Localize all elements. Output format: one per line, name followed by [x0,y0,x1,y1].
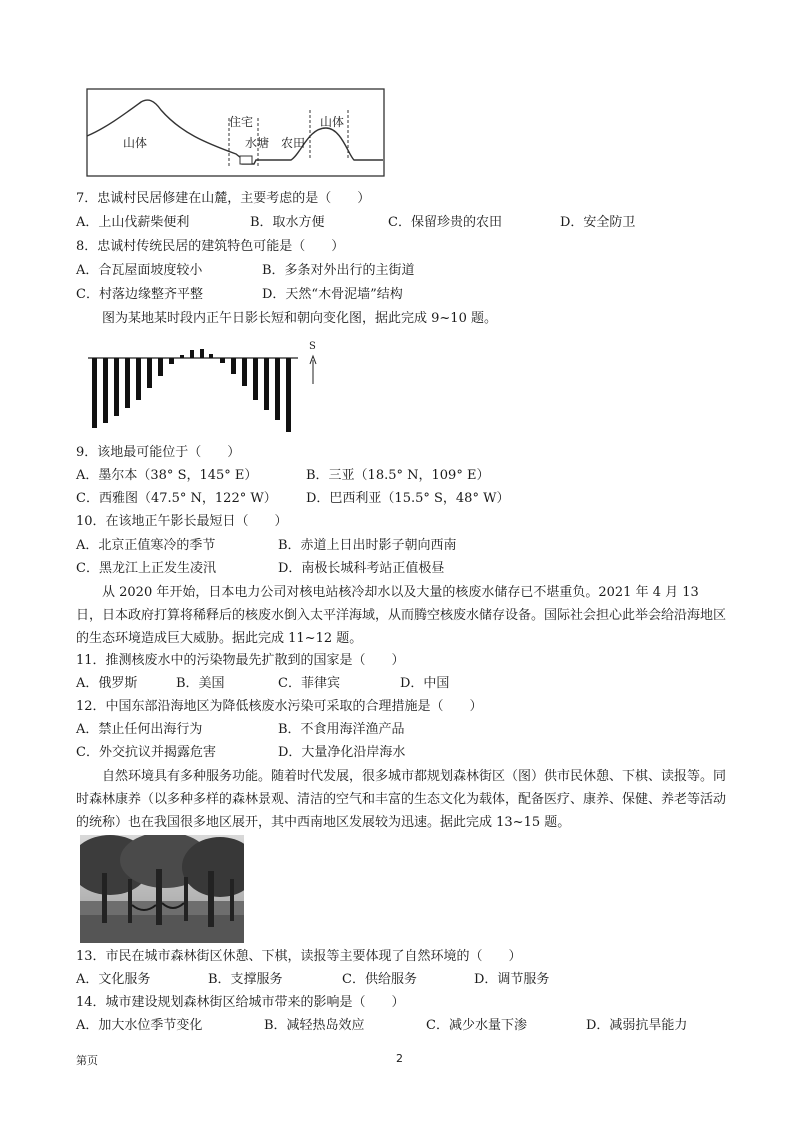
question-7-stem: 7．忠诚村民居修建在山麓，主要考虑的是（ ） [76,191,371,206]
terrain-profile-diagram [86,88,386,178]
question-13-stem: 13．市民在城市森林街区休憩、下棋，读报等主要体现了自然环境的（ ） [76,949,522,964]
question-11-stem: 11．推测核废水中的污染物最先扩散到的国家是（ ） [76,653,405,668]
question-11-option-d: D．中国 [400,676,450,691]
question-9-stem: 9．该地最可能位于（ ） [76,445,241,460]
question-12-stem: 12．中国东部沿海地区为降低核废水污染可采取的合理措施是（ ） [76,699,483,714]
question-14-option-c: C．减少水量下渗 [426,1018,527,1033]
question-8-option-b: B．多条对外出行的主街道 [262,263,415,278]
noon-shadow-chart [84,336,334,436]
passage-questions-11-12: 从 2020 年开始，日本电力公司对核电站核冷却水以及大量的核废水储存已不堪重负。2021 年 4 月 13 日，日本政府打算将稀释后的核废水倒入太平洋海域，从而腾空核废水储存设备。国际社会担心此举会给沿海地区的生态环境造成巨大威胁。据此完成 11~12 题。 [76,585,727,646]
question-9-option-c: C．西雅图（47.5° N，122° W） [76,491,277,506]
footer-left-label: 第页 [76,1054,98,1067]
question-13-option-c: C．供给服务 [342,972,417,987]
question-14-option-a: A．加大水位季节变化 [76,1018,203,1033]
label-mountain-left: 山体 [123,136,148,150]
question-7-option-d: D．安全防卫 [560,215,636,230]
question-13-option-b: B．支撑服务 [208,972,283,987]
label-pond: 水塘 [245,136,270,150]
question-10-option-c: C．黑龙江上正发生凌汛 [76,561,216,576]
shadow-bars [92,349,291,432]
question-12-option-a: A．禁止任何出海行为 [76,722,203,737]
question-8-option-c: C．村落边缘整齐平整 [76,287,203,302]
urban-forest-photo [80,835,244,943]
question-13-option-d: D．调节服务 [474,972,550,987]
label-farmland: 农田 [281,136,306,150]
question-7-option-a: A．上山伐薪柴便利 [76,215,190,230]
question-14-stem: 14．城市建设规划森林街区给城市带来的影响是（ ） [76,995,405,1010]
question-10-option-b: B．赤道上日出时影子朝向西南 [278,538,457,553]
question-11-option-c: C．菲律宾 [278,676,340,691]
question-9-option-b: B．三亚（18.5° N，109° E） [306,468,490,483]
question-8-option-d: D．天然“木骨泥墙”结构 [262,287,403,302]
question-12-option-d: D．大量净化沿岸海水 [278,745,406,760]
intro-questions-9-10: 图为某地某时段内正午日影长短和朝向变化图，据此完成 9~10 题。 [102,311,497,326]
compass-south-label: S [309,341,316,352]
question-9-option-d: D．巴西利亚（15.5° S，48° W） [306,491,510,506]
question-10-option-a: A．北京正值寒冷的季节 [76,538,216,553]
question-10-option-d: D．南极长城科考站正值极昼 [278,561,445,576]
question-7-option-c: C．保留珍贵的农田 [388,215,502,230]
page-number: 2 [396,1052,403,1065]
question-12-option-c: C．外交抗议并揭露危害 [76,745,216,760]
passage-questions-13-15: 自然环境具有多种服务功能。随着时代发展，很多城市都规划森林街区（图）供市民休憩、下棋、读报等。同时森林康养（以多种多样的森林景观、清洁的空气和丰富的生态文化为载体，配备医疗、康养、保健、养老等活动的统称）也在我国很多地区展开，其中西南地区发展较为迅速。据此完成 13~15 题。 [76,769,727,830]
question-14-option-d: D．减弱抗旱能力 [586,1018,688,1033]
label-residence: 住宅 [229,115,254,129]
question-12-option-b: B．不食用海洋渔产品 [278,722,405,737]
label-mountain-right: 山体 [320,115,345,129]
question-7-option-b: B．取水方便 [250,215,325,230]
question-8-stem: 8．忠诚村传统民居的建筑特色可能是（ ） [76,239,345,254]
question-8-option-a: A．合瓦屋面坡度较小 [76,263,203,278]
question-10-stem: 10．在该地正午影长最短日（ ） [76,514,288,529]
question-11-option-a: A．俄罗斯 [76,676,138,691]
question-9-option-a: A．墨尔本（38° S，145° E） [76,468,258,483]
question-11-option-b: B．美国 [176,676,225,691]
question-14-option-b: B．减轻热岛效应 [264,1018,365,1033]
question-13-option-a: A．文化服务 [76,972,151,987]
